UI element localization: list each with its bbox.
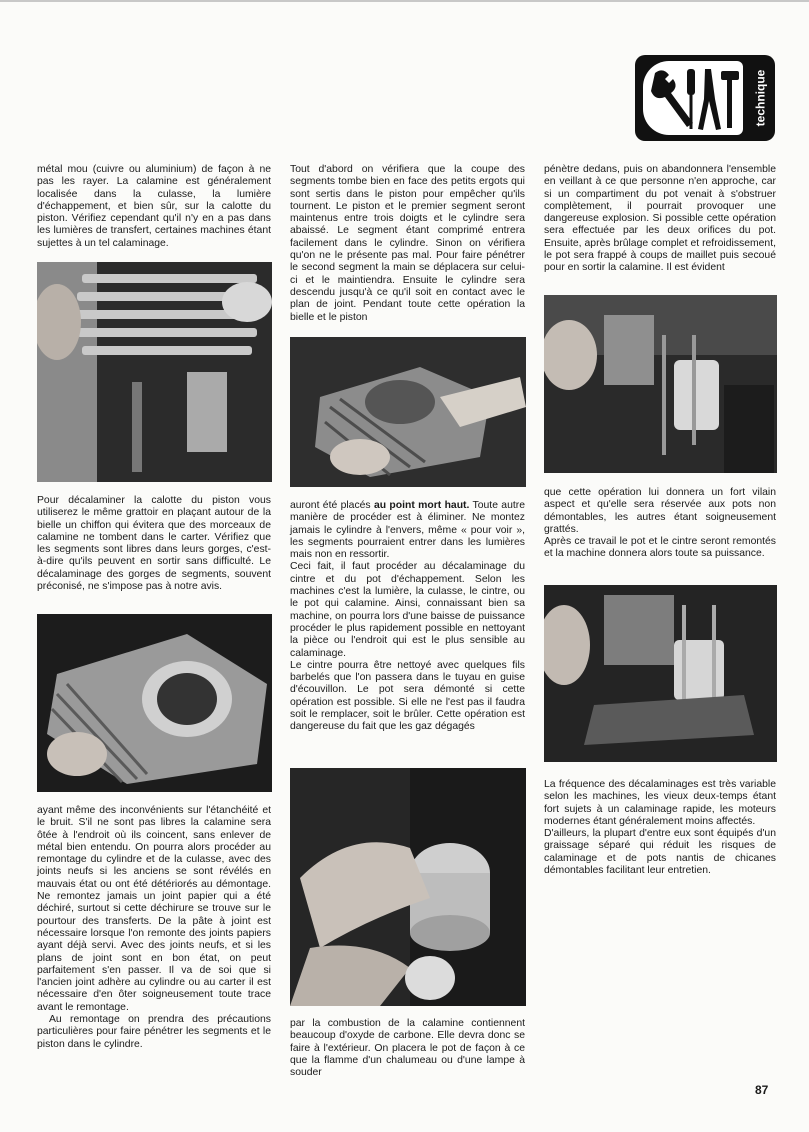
photo-piston-top (37, 614, 272, 792)
tools-icon (643, 61, 743, 135)
col1-text-3: ayant même des inconvénients sur l'étanchéité et le bruit. S'il ne sont pas libres la calamine sera ôtée à l'endroit où ils coincent, sans enlever de métal bien entendu. On pourra alors procéder au remontage du cylindre et de la culasse, avec des joints neufs si les anciens se sont révélés en mauvais état ou ont été détériorés au démontage. Ne remontez jamais un joint papier qui a été déchiré, surtout si cette déchirure se trouve sur le pourtour des transferts. De la pâte à joint est nécessaire lorsque l'on remonte des joints papiers ayant déjà servi. Avec des joints neufs, et si les plans de joint sont en bon état, on peut parfaitement s'en passer. Il va de soi que si l'ancien joint adhère au cylindre ou au carter il est nécessaire d'en ôter soigneusement toute trace avant le remontage. Au remontage on prendra des précautions particulières pour faire pénétrer les segments et le piston dans le cylindre. (37, 805, 271, 1050)
col3-text-3: La fréquence des décalaminages est très variable selon les machines, les vieux deux-temps étant fort sujets à un calaminage rapide, les moteurs modernes étant généralement moins affectés. D'ailleurs, la plupart d'entre eux sont équipés d'un graissage séparé qui réduit les risques de calaminage et de pots nantis de chicanes démontables facilitant leur entretien. (544, 779, 776, 877)
col1-text-2: Pour décalaminer la calotte du piston vous utiliserez le même grattoir en plaçant autour de la bielle un chiffon qui évitera que des morceaux de calamine ne tombent dans le carter. Vérifiez que les segments sont libres dans leurs gorges, c'est-à-dire qu'ils peuvent en sortir sans difficulté. Le décalaminage des gorges de segments, souvent préconisé, ne s'impose pas à notre avis. (37, 495, 271, 593)
page-number: 87 (755, 1083, 769, 1097)
col3-text-2: que cette opération lui donnera un fort vilain aspect et qu'elle sera réservée aux pots non démontables, les autres étant soigneusement grattés. Après ce travail le pot et le cintre seront remontés et la machine donnera alors toute sa puissance. (544, 487, 776, 560)
emphasis-top-dead-center: au point mort haut. (373, 500, 470, 511)
col3-text-1: pénètre dedans, puis on abandonnera l'ensemble en veillant à ce que personne n'en approche, car si un compartiment du pot venait à s'obstruer complètement, il pourrait provoquer une dangereuse explosion. Si possible cette opération sera effectuée par les deux orifices du pot. Ensuite, après brûlage complet et refroidissement, le pot sera frappé à coups de maillet puis secoué pour en sortir la calamine. Il est évident (544, 164, 776, 274)
photo-cylinder-fins (37, 262, 272, 482)
col2-text-2: auront été placés au point mort haut. Toute autre manière de procéder est à éliminer. Ne montez jamais le cylindre à l'envers, même « pour voir », les segments pourraient entrer dans les lumières mais non en ressortir. Ceci fait, il faut procéder au décalaminage du cintre et du pot d'échappement. Selon les machines c'est la lumière, la culasse, le cintre, ou le pot qui calamine. Ainsi, connaissant bien sa machine, on pourra lors d'une baisse de puissance procéder le plus rapidement possible en nettoyant la pièce ou l'endroit qui est le plus sensible au calaminage. Le cintre pourra être nettoyé avec quelques fils barbelés que l'on passera dans le tuyau en guise d'écouvillon. Le pot sera démonté si cette opération est possible. Si elle ne l'est pas il faudra soit le remplacer, soit le brûler. Cette opération est dangereuse du fait que les gaz dégagés (290, 500, 525, 733)
top-rule (0, 0, 809, 2)
col1-text-1: métal mou (cuivre ou aluminium) de façon à ne pas les rayer. La calamine est généralement localisée dans la culasse, la lumière d'échappement, et bien sûr, sur la calotte du piston. Vérifiez cependant qu'il n'y en a pas dans les lumières de transfert, certaines machines étant sujettes à un tel calaminage. (37, 164, 271, 249)
photo-engine-reassembly (544, 585, 777, 762)
photo-engine-side (544, 295, 777, 473)
col2-text-1: Tout d'abord on vérifiera que la coupe des segments tombe bien en face des petits ergots qui sont sertis dans le piston pour empêcher qu'ils tournent. Le piston et le premier segment seront maintenus entre trois doigts et le cylindre sera abaissé. Le segment étant comprimé entrera facilement dans le cylindre. Sinon on vérifiera qu'on ne le présente pas mal. Pour faire pénétrer le second segment la main se déplacera sur celui-ci et le maintiendra. Ensuite le cylindre sera descendu jusqu'à ce qu'il soit en contact avec le plan de joint. Pendant toute cette opération la bielle et le piston (290, 164, 525, 323)
section-label: technique (753, 69, 768, 127)
photo-cylinder-head (290, 337, 526, 487)
col2-text-3: par la combustion de la calamine contiennent beaucoup d'oxyde de carbone. Elle devra donc se faire à l'extérieur. On placera le pot de façon à ce que la flamme d'un chalumeau ou d'une lampe à souder (290, 1018, 525, 1079)
technique-logo (635, 55, 775, 141)
photo-piston-insertion (290, 768, 526, 1006)
